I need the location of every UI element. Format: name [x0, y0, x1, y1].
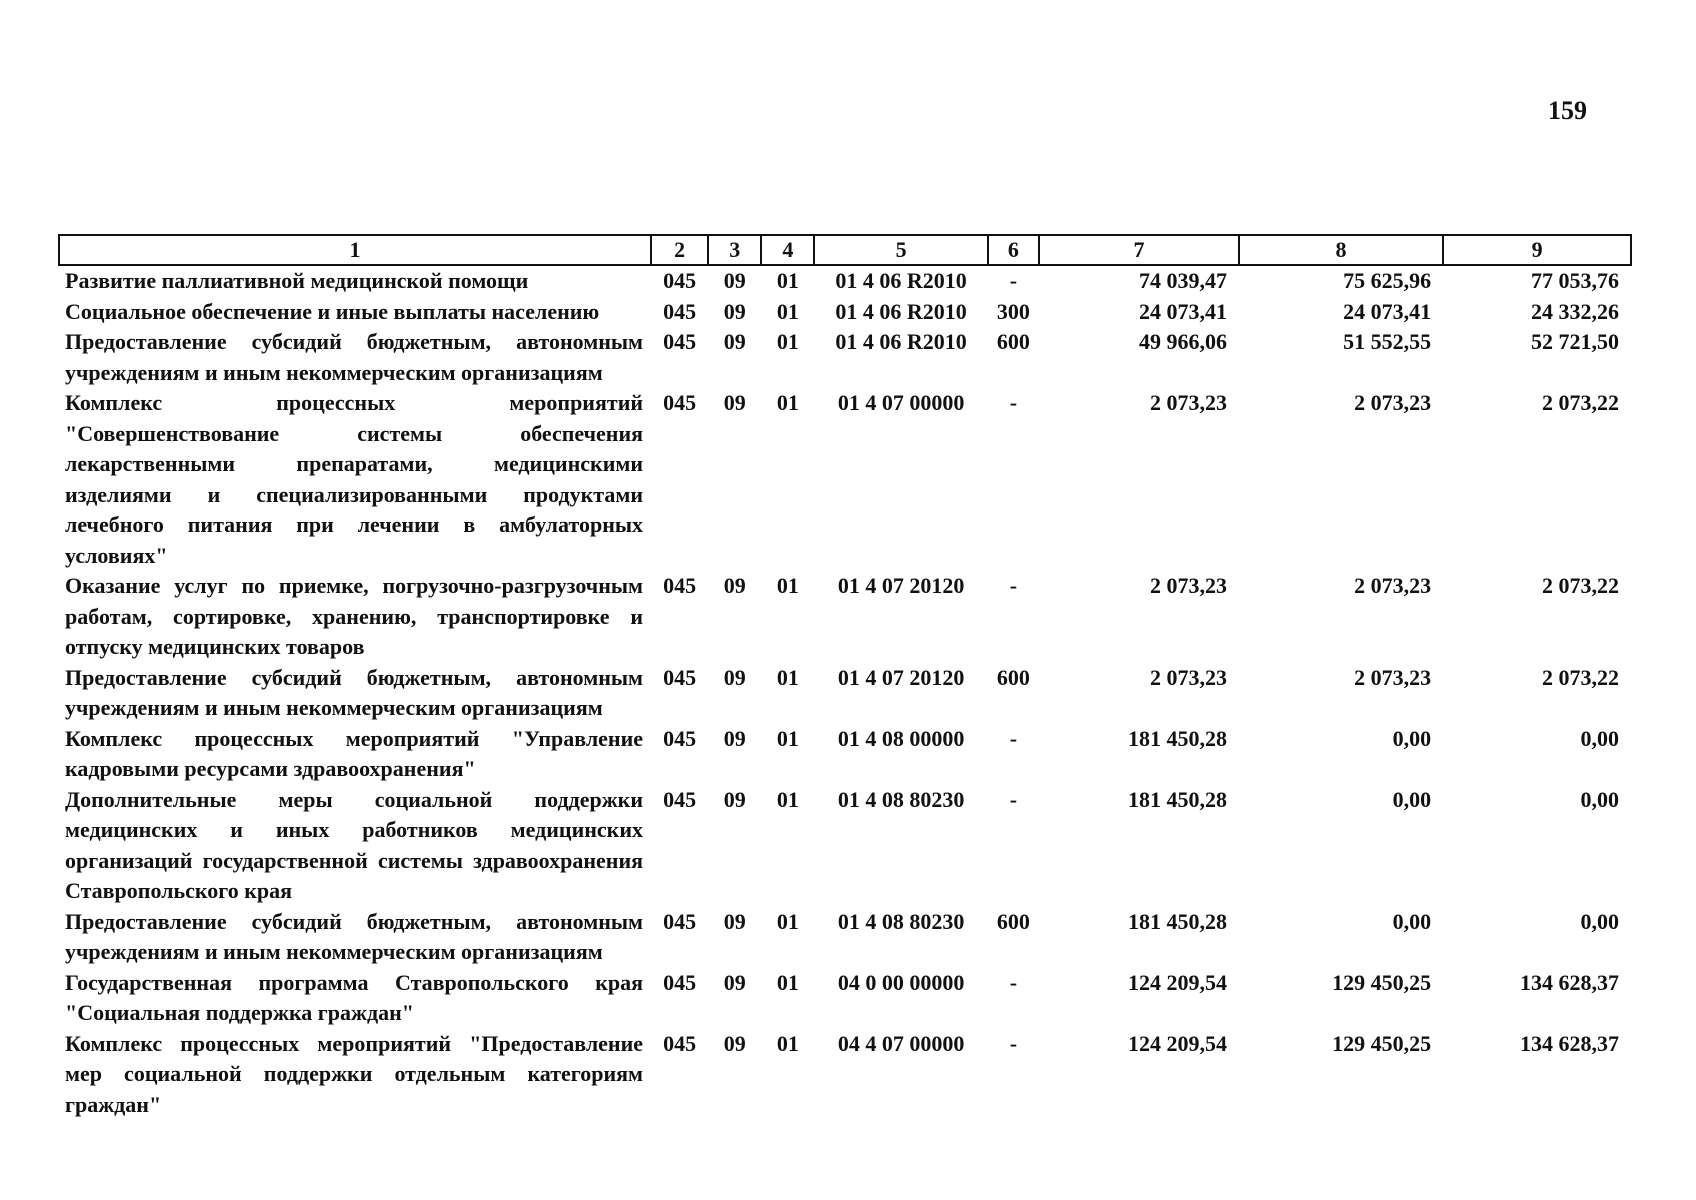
section-code: 09: [723, 725, 746, 751]
page-number: 159: [1548, 96, 1587, 125]
amount-col7: 124 209,54: [1127, 1030, 1227, 1056]
amount-col7: 124 209,54: [1127, 969, 1227, 995]
amount-col7: 181 450,28: [1127, 725, 1227, 751]
section-code: 09: [723, 786, 746, 812]
amount-col8: 2 073,23: [1354, 664, 1432, 690]
section-code: 09: [723, 298, 746, 324]
table-row: [59, 297, 1631, 328]
column-header: 3: [708, 235, 761, 265]
amount-col7: 2 073,23: [1149, 390, 1227, 415]
row-name: Оказание услуг по приемке, погрузочно-разгрузочным работам, сортировке, хранению, транспортировке и отпуску медицинских товаров: [65, 573, 644, 659]
amount-col7: 2 073,23: [1149, 664, 1227, 690]
column-header: 9: [1443, 235, 1631, 265]
subsection-code: 01: [776, 298, 799, 324]
amount-col7: 181 450,28: [1127, 908, 1227, 934]
subsection-code: 01: [776, 268, 799, 293]
table-row: [59, 1029, 1631, 1121]
target-article-code: 01 4 06 R2010: [835, 329, 967, 354]
table-header-row: [59, 235, 1631, 265]
expense-type-code: -: [1009, 1030, 1018, 1056]
column-header: 4: [761, 235, 814, 265]
table-row: [59, 388, 1631, 571]
amount-col9: 134 628,37: [1520, 1030, 1619, 1056]
expense-type-code: 600: [996, 329, 1030, 354]
subsection-code: 01: [776, 786, 799, 812]
amount-col7: 74 039,47: [1138, 268, 1227, 293]
ministry-code: 045: [663, 390, 697, 415]
subsection-code: 01: [776, 573, 799, 598]
expense-type-code: 600: [996, 908, 1030, 934]
target-article-code: 01 4 07 20120: [837, 573, 965, 598]
amount-col9: 2 073,22: [1542, 573, 1619, 598]
section-code: 09: [723, 268, 746, 293]
amount-col9: 0,00: [1580, 908, 1619, 934]
amount-col8: 2 073,23: [1354, 390, 1432, 415]
target-article-code: 01 4 08 00000: [837, 725, 965, 751]
amount-col8: 2 073,23: [1354, 573, 1432, 598]
subsection-code: 01: [776, 390, 799, 415]
target-article-code: 01 4 08 80230: [837, 786, 965, 812]
amount-col9: 134 628,37: [1520, 969, 1619, 995]
expense-type-code: 600: [996, 664, 1030, 690]
amount-col8: 0,00: [1392, 786, 1432, 812]
section-code: 09: [723, 664, 746, 690]
target-article-code: 04 4 07 00000: [837, 1030, 965, 1056]
ministry-code: 045: [663, 786, 697, 812]
amount-col9: 0,00: [1580, 725, 1619, 751]
table-row: [59, 265, 1631, 297]
target-article-code: 01 4 06 R2010: [835, 268, 967, 293]
amount-col9: 77 053,76: [1531, 268, 1619, 293]
ministry-code: 045: [663, 969, 697, 995]
amount-col8: 75 625,96: [1343, 268, 1432, 293]
section-code: 09: [723, 573, 746, 598]
target-article-code: 04 0 00 00000: [837, 969, 965, 995]
amount-col9: 2 073,22: [1542, 390, 1619, 415]
column-header: 8: [1239, 235, 1443, 265]
expense-type-code: -: [1009, 268, 1018, 293]
row-name: Дополнительные меры социальной поддержки медицинских и иных работников медицинских организаций государственной системы здравоохранения Ставропольского края: [65, 786, 644, 903]
amount-col8: 0,00: [1392, 908, 1432, 934]
amount-col9: 0,00: [1580, 786, 1619, 812]
table-row: [59, 907, 1631, 968]
amount-col8: 0,00: [1392, 725, 1432, 751]
row-name: Предоставление субсидий бюджетным, автономным учреждениям и иным некоммерческим организациям: [65, 329, 644, 385]
amount-col7: 24 073,41: [1138, 298, 1227, 324]
amount-col8: 24 073,41: [1343, 298, 1432, 324]
amount-col8: 129 450,25: [1332, 1030, 1432, 1056]
expense-type-code: -: [1009, 390, 1018, 415]
row-name: Комплекс процессных мероприятий "Предоставление мер социальной поддержки отдельным категориям граждан": [65, 1030, 644, 1117]
table-row: [59, 327, 1631, 388]
row-name: Развитие паллиативной медицинской помощи: [65, 268, 529, 293]
column-header: 5: [814, 235, 988, 265]
column-header: 6: [988, 235, 1039, 265]
amount-col8: 51 552,55: [1343, 329, 1432, 354]
ministry-code: 045: [663, 329, 697, 354]
column-header: 7: [1039, 235, 1239, 265]
subsection-code: 01: [776, 664, 799, 690]
row-name: Государственная программа Ставропольского края "Социальная поддержка граждан": [65, 969, 644, 1025]
budget-table: [58, 234, 1632, 1120]
row-name: Комплекс процессных мероприятий "Совершенствование системы обеспечения лекарственными препаратами, медицинскими изделиями и специализированными продуктами лечебного питания при лечении в амбулаторных условиях": [65, 390, 644, 568]
section-code: 09: [723, 390, 746, 415]
table-row: [59, 968, 1631, 1029]
amount-col7: 49 966,06: [1138, 329, 1227, 354]
expense-type-code: -: [1009, 725, 1018, 751]
ministry-code: 045: [663, 908, 697, 934]
table-row: [59, 571, 1631, 663]
amount-col9: 24 332,26: [1531, 298, 1619, 324]
row-name: Социальное обеспечение и иные выплаты населению: [65, 298, 600, 324]
section-code: 09: [723, 969, 746, 995]
expense-type-code: -: [1009, 573, 1018, 598]
column-header: 2: [651, 235, 708, 265]
column-header: 1: [59, 235, 651, 265]
ministry-code: 045: [663, 298, 697, 324]
ministry-code: 045: [663, 573, 697, 598]
subsection-code: 01: [776, 1030, 799, 1056]
target-article-code: 01 4 07 00000: [837, 390, 965, 415]
section-code: 09: [723, 1030, 746, 1056]
subsection-code: 01: [776, 725, 799, 751]
expense-type-code: -: [1009, 969, 1018, 995]
subsection-code: 01: [776, 329, 799, 354]
section-code: 09: [723, 908, 746, 934]
amount-col7: 2 073,23: [1149, 573, 1227, 598]
ministry-code: 045: [663, 725, 697, 751]
table-row: [59, 724, 1631, 785]
expense-type-code: -: [1009, 786, 1018, 812]
amount-col8: 129 450,25: [1332, 969, 1432, 995]
ministry-code: 045: [663, 268, 697, 293]
target-article-code: 01 4 08 80230: [837, 908, 965, 934]
row-name: Предоставление субсидий бюджетным, автономным учреждениям и иным некоммерческим организациям: [65, 908, 644, 964]
table-row: [59, 663, 1631, 724]
amount-col7: 181 450,28: [1127, 786, 1227, 812]
amount-col9: 52 721,50: [1531, 329, 1619, 354]
row-name: Предоставление субсидий бюджетным, автономным учреждениям и иным некоммерческим организациям: [65, 664, 644, 720]
ministry-code: 045: [663, 664, 697, 690]
section-code: 09: [723, 329, 746, 354]
target-article-code: 01 4 06 R2010: [835, 298, 967, 324]
subsection-code: 01: [776, 969, 799, 995]
expense-type-code: 300: [996, 298, 1030, 324]
ministry-code: 045: [663, 1030, 697, 1056]
amount-col9: 2 073,22: [1542, 664, 1619, 690]
table-row: [59, 785, 1631, 907]
row-name: Комплекс процессных мероприятий "Управление кадровыми ресурсами здравоохранения": [65, 725, 644, 781]
target-article-code: 01 4 07 20120: [837, 664, 965, 690]
subsection-code: 01: [776, 908, 799, 934]
